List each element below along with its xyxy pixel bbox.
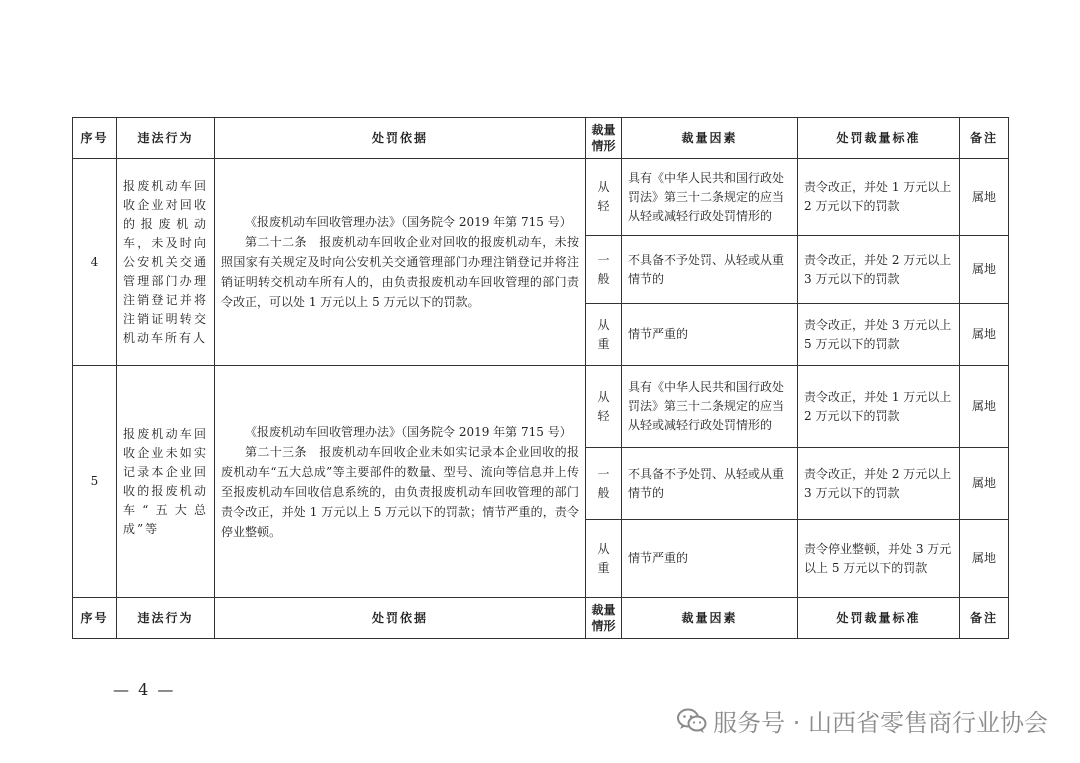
standard-heavy: 责令改正，并处 3 万元以上 5 万元以下的罚款 bbox=[798, 304, 960, 366]
footer-header-standard: 处罚裁量标准 bbox=[798, 598, 960, 639]
page-number: — 4 — bbox=[113, 680, 176, 699]
watermark bbox=[677, 703, 1048, 738]
circumstance-normal: 一般 bbox=[586, 448, 622, 520]
header-basis: 处罚依据 bbox=[215, 118, 586, 159]
footer-header-circumstance-text: 裁量 情形 bbox=[591, 603, 616, 633]
wechat-icon bbox=[677, 708, 707, 734]
basis-source: 《报废机动车回收管理办法》（国务院令 2019 年第 715 号） bbox=[245, 424, 572, 439]
penalty-table bbox=[72, 117, 1009, 639]
circumstance-heavy: 从重 bbox=[586, 520, 622, 598]
basis-article: 第二十三条 报废机动车回收企业未如实记录本企业回收的报废机动车“五大总成”等主要部件的数量、型号、流向等信息并上传至报废机动车回收信息系统的，由负责报废机动车回收管理的部门责令改正，并处 1 万元以上 5 万元以下的罚款；情节严重的，责令停业整顿。 bbox=[221, 444, 579, 539]
footer-header-circumstance bbox=[586, 598, 622, 639]
remark-heavy: 属地 bbox=[960, 304, 1009, 366]
factor-heavy: 情节严重的 bbox=[622, 304, 798, 366]
basis-source: 《报废机动车回收管理办法》（国务院令 2019 年第 715 号） bbox=[245, 215, 572, 229]
header-remark: 备注 bbox=[960, 118, 1009, 159]
header-act: 违法行为 bbox=[117, 118, 215, 159]
footer-header-factor: 裁量因素 bbox=[622, 598, 798, 639]
standard-light: 责令改正，并处 1 万元以上 2 万元以下的罚款 bbox=[798, 159, 960, 236]
standard-normal: 责令改正，并处 2 万元以上 3 万元以下的罚款 bbox=[798, 236, 960, 304]
footer-header-basis: 处罚依据 bbox=[215, 598, 586, 639]
header-factor: 裁量因素 bbox=[622, 118, 798, 159]
factor-normal: 不具备不予处罚、从轻或从重情节的 bbox=[622, 448, 798, 520]
remark-light: 属地 bbox=[960, 366, 1009, 448]
row-seq: 5 bbox=[73, 366, 117, 598]
standard-heavy: 责令停业整顿，并处 3 万元以上 5 万元以下的罚款 bbox=[798, 520, 960, 598]
remark-normal: 属地 bbox=[960, 236, 1009, 304]
header-circumstance-text: 裁量 情形 bbox=[591, 123, 616, 153]
watermark-text: 服务号 · 山西省零售商行业协会 bbox=[713, 709, 1048, 737]
remark-normal: 属地 bbox=[960, 448, 1009, 520]
footer-header-remark: 备注 bbox=[960, 598, 1009, 639]
header-standard: 处罚裁量标准 bbox=[798, 118, 960, 159]
circumstance-normal: 一般 bbox=[586, 236, 622, 304]
row-seq: 4 bbox=[73, 159, 117, 366]
table-header-row bbox=[73, 118, 1009, 159]
circumstance-light: 从轻 bbox=[586, 159, 622, 236]
remark-heavy: 属地 bbox=[960, 520, 1009, 598]
circumstance-light: 从轻 bbox=[586, 366, 622, 448]
row-act: 报废机动车回收企业未如实记录本企业回收的报废机动车“五大总成”等 bbox=[117, 366, 215, 598]
standard-normal: 责令改正，并处 2 万元以上 3 万元以下的罚款 bbox=[798, 448, 960, 520]
footer-header-seq: 序号 bbox=[73, 598, 117, 639]
table-footer-header-row bbox=[73, 598, 1009, 639]
circumstance-heavy: 从重 bbox=[586, 304, 622, 366]
remark-light: 属地 bbox=[960, 159, 1009, 236]
header-seq: 序号 bbox=[73, 118, 117, 159]
table-row bbox=[73, 366, 1009, 448]
factor-heavy: 情节严重的 bbox=[622, 520, 798, 598]
factor-normal: 不具备不予处罚、从轻或从重情节的 bbox=[622, 236, 798, 304]
row-basis bbox=[215, 366, 586, 598]
footer-header-act: 违法行为 bbox=[117, 598, 215, 639]
factor-light: 具有《中华人民共和国行政处罚法》第三十二条规定的应当从轻或减轻行政处罚情形的 bbox=[622, 159, 798, 236]
standard-light: 责令改正，并处 1 万元以上 2 万元以下的罚款 bbox=[798, 366, 960, 448]
row-act: 报废机动车回收企业对回收的报废机动车，未及时向公安机关交通管理部门办理注销登记并将注销证明转交机动车所有人 bbox=[117, 159, 215, 366]
row-basis bbox=[215, 159, 586, 366]
basis-article: 第二十二条 报废机动车回收企业对回收的报废机动车，未按照国家有关规定及时向公安机关交通管理部门办理注销登记并将注销证明转交机动车所有人的，由负责报废机动车回收管理的部门责令改正，可以处 1 万元以上 5 万元以下的罚款。 bbox=[221, 235, 579, 309]
table-row bbox=[73, 159, 1009, 236]
header-circumstance bbox=[586, 118, 622, 159]
factor-light: 具有《中华人民共和国行政处罚法》第三十二条规定的应当从轻或减轻行政处罚情形的 bbox=[622, 366, 798, 448]
